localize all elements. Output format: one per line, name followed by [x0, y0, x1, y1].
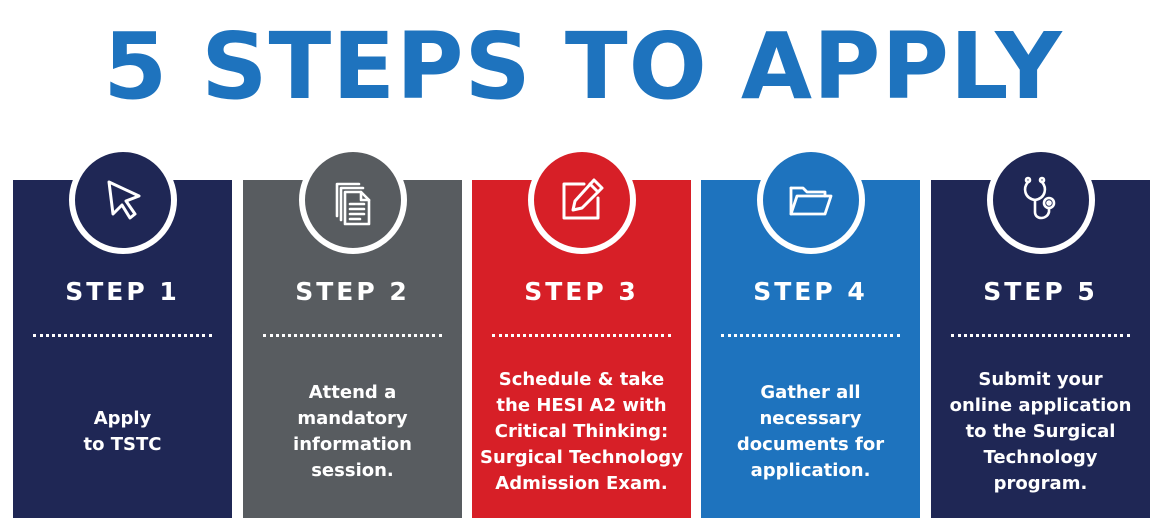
step-5-divider	[951, 334, 1130, 337]
step-3-line-4: Surgical Technology	[480, 447, 683, 468]
step-3-description	[472, 346, 691, 518]
step-3-line-3: Critical Thinking:	[494, 421, 669, 442]
step-1-line-1: Apply	[93, 408, 152, 429]
step-1-icon-circle	[69, 146, 177, 254]
pencil-edit-icon	[556, 174, 608, 226]
step-5-description	[931, 346, 1150, 518]
stethoscope-icon	[1015, 174, 1067, 226]
step-5-line-3: to the Surgical	[965, 421, 1116, 442]
step-2-label: STEP 2	[295, 277, 410, 306]
step-2-line-3: information	[293, 434, 412, 455]
step-4-line-3: documents for	[736, 434, 885, 455]
step-4-line-1: Gather all	[760, 382, 861, 403]
step-3-line-1: Schedule & take	[498, 369, 665, 390]
step-3-label: STEP 3	[524, 277, 639, 306]
step-card-1	[13, 180, 232, 518]
step-5-line-4: Technology	[983, 447, 1098, 468]
step-3-line-2: the HESI A2 with	[496, 395, 667, 416]
step-4-divider	[721, 334, 900, 337]
step-card-5	[931, 180, 1150, 518]
step-card-3	[472, 180, 691, 518]
step-3-line-5: Admission Exam.	[495, 473, 668, 494]
cursor-arrow-icon	[97, 174, 149, 226]
step-1-divider	[33, 334, 212, 337]
step-2-description	[243, 346, 462, 518]
step-card-4	[701, 180, 920, 518]
step-4-line-4: application.	[750, 460, 871, 481]
step-4-description	[701, 346, 920, 518]
step-2-divider	[263, 334, 442, 337]
step-2-icon-circle	[299, 146, 407, 254]
step-3-icon-circle	[528, 146, 636, 254]
step-2-line-2: mandatory	[297, 408, 408, 429]
documents-icon	[327, 174, 379, 226]
step-4-icon-circle	[757, 146, 865, 254]
step-3-divider	[492, 334, 671, 337]
step-5-line-2: online application	[949, 395, 1132, 416]
page-title: 5 STEPS TO APPLY	[103, 13, 1063, 120]
step-1-label: STEP 1	[65, 277, 180, 306]
step-1-description	[13, 346, 232, 518]
step-5-line-1: Submit your	[978, 369, 1103, 390]
step-5-icon-circle	[987, 146, 1095, 254]
step-5-label: STEP 5	[983, 277, 1098, 306]
step-2-line-1: Attend a	[308, 382, 397, 403]
step-1-line-2: to TSTC	[83, 434, 162, 455]
step-card-2	[243, 180, 462, 518]
step-4-label: STEP 4	[753, 277, 868, 306]
step-4-line-2: necessary	[759, 408, 862, 429]
step-2-line-4: session.	[311, 460, 394, 481]
folder-icon	[785, 174, 837, 226]
step-5-line-5: program.	[993, 473, 1088, 494]
